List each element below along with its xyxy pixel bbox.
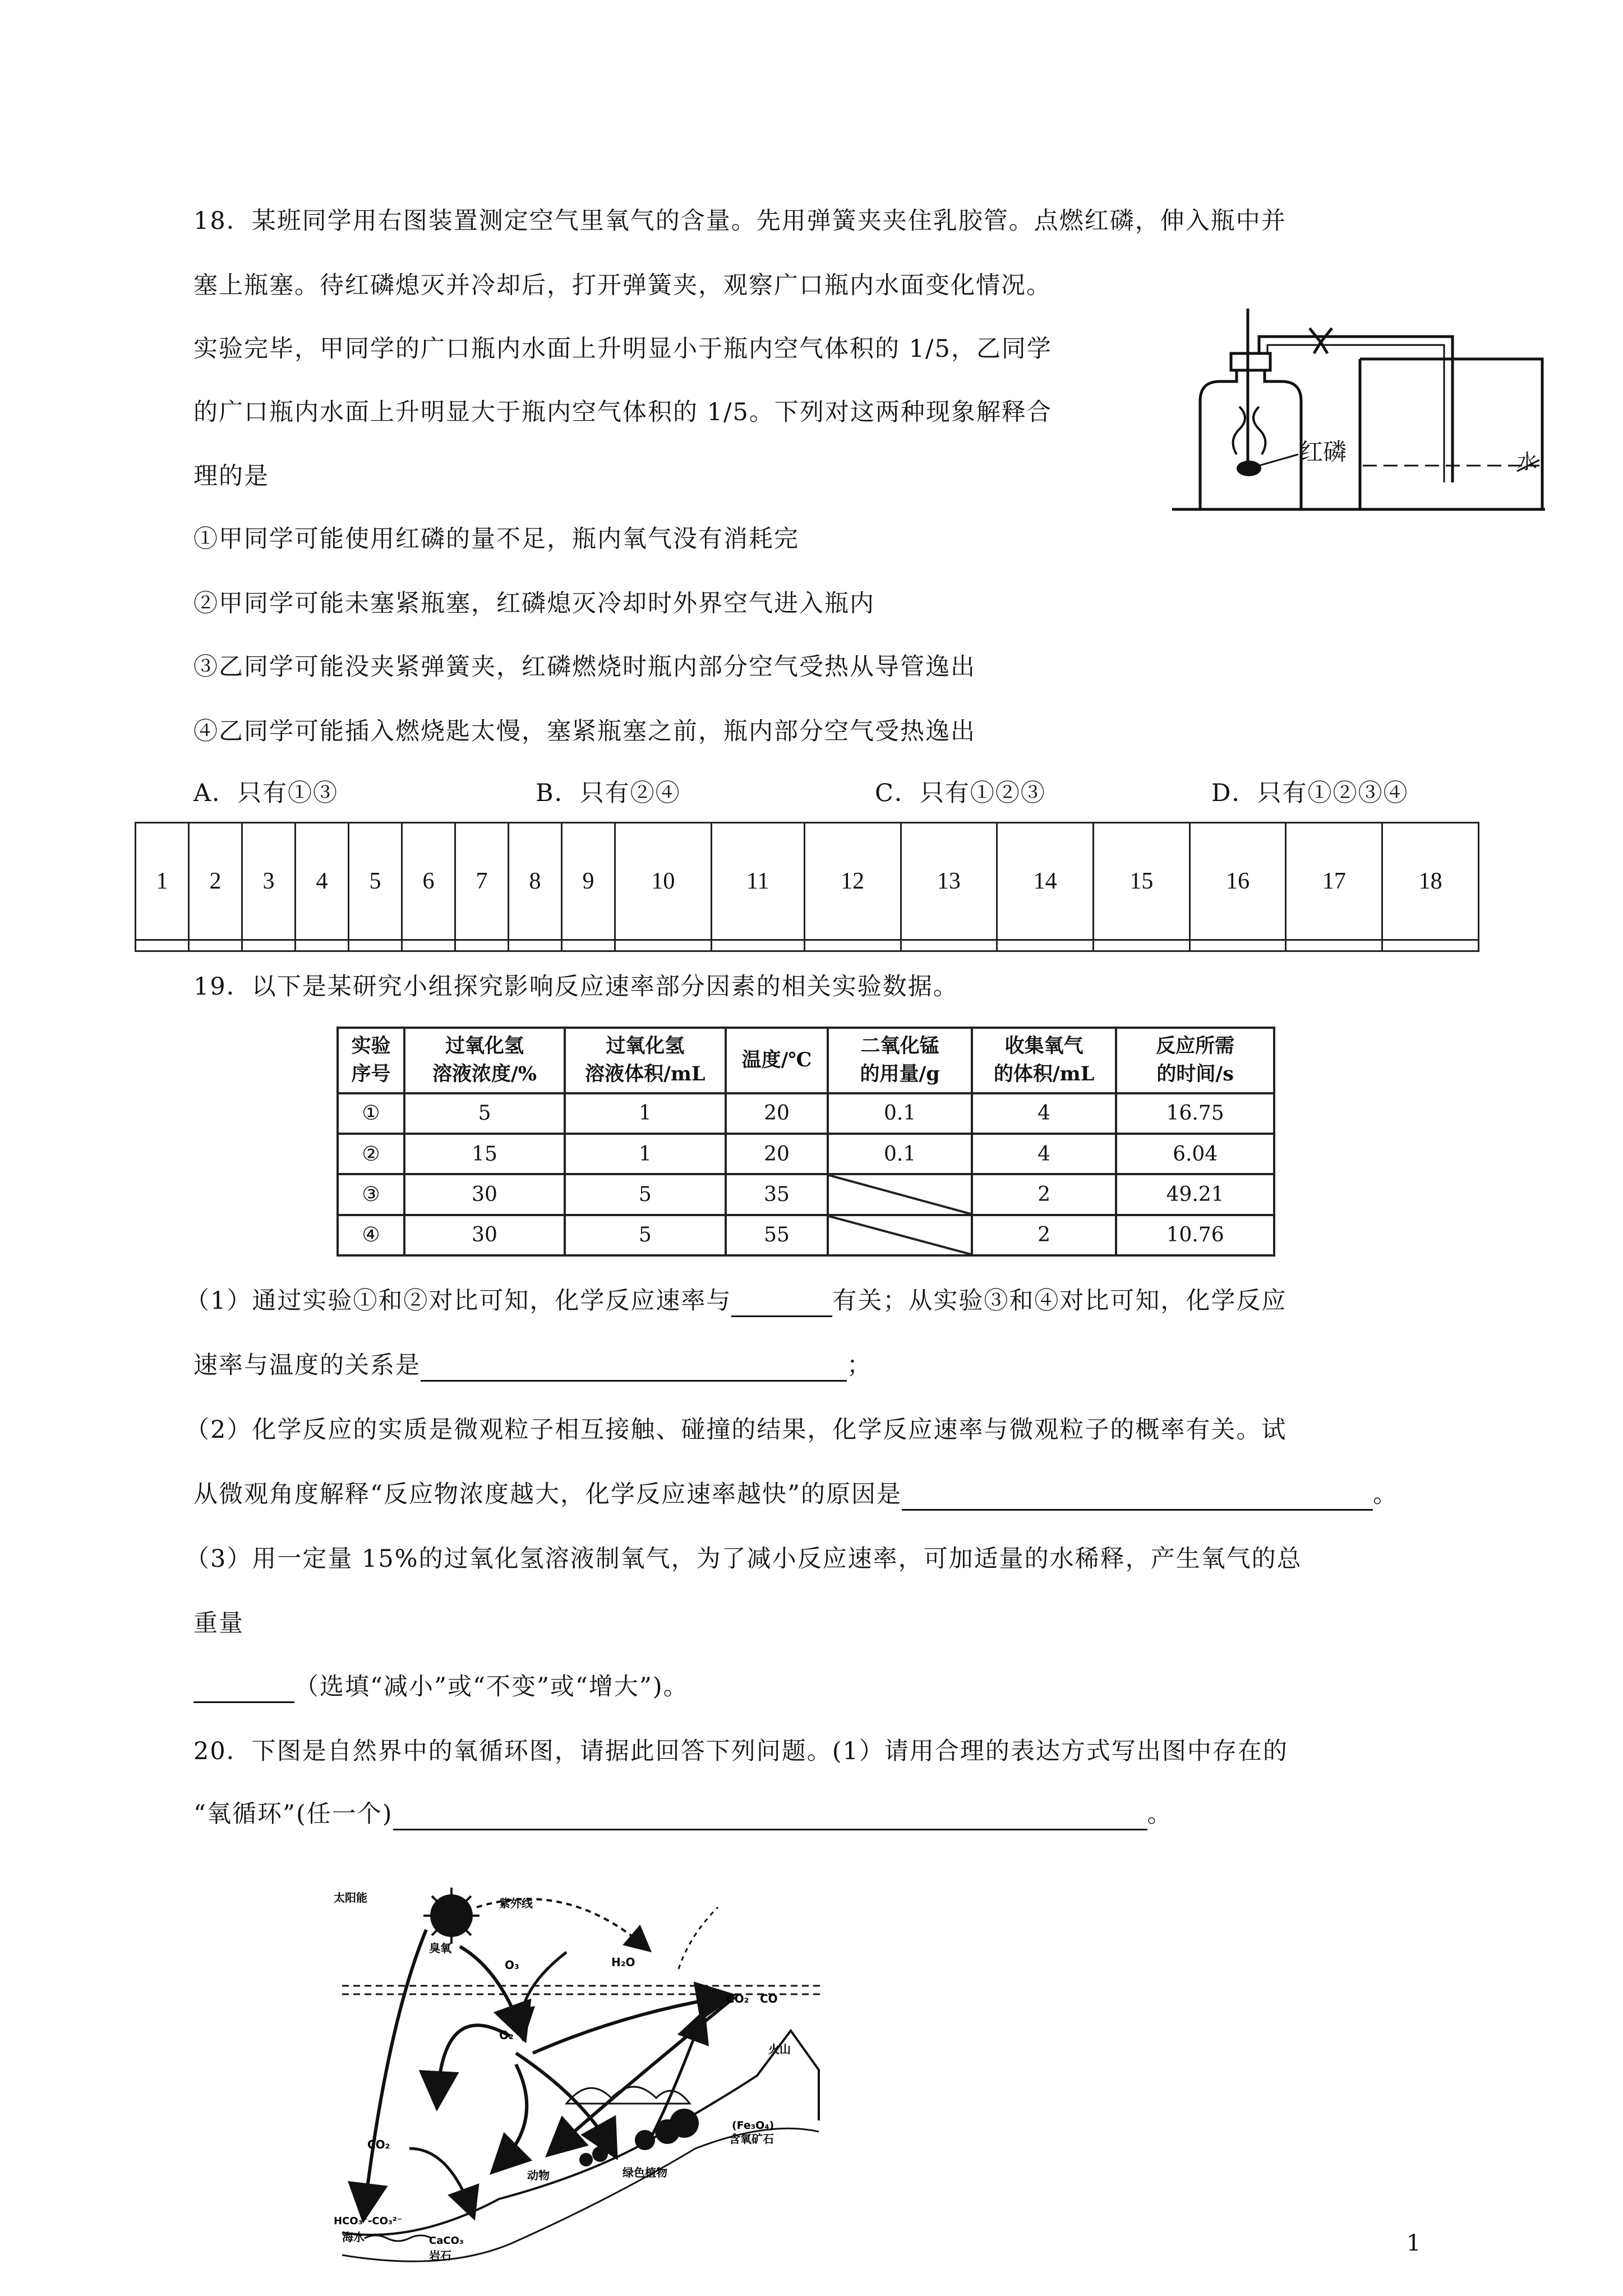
table-cell: 4 [972, 1134, 1116, 1174]
q18-statement-4: ④乙同学可能插入燃烧匙太慢，塞紧瓶塞之前，瓶内部分空气受热逸出 [193, 717, 976, 746]
table-cell: ④ [338, 1215, 404, 1255]
table-header-cell [972, 1028, 1116, 1093]
answer-blank-4[interactable] [193, 1677, 294, 1703]
table-cell: 30 [404, 1174, 565, 1214]
answer-input-cell[interactable] [711, 940, 804, 951]
q19-part1-text-b: 有关；从实验③和④对比可知，化学反应 [832, 1287, 1287, 1315]
answer-input-cell[interactable] [455, 940, 509, 951]
q19-part2-line1: （2）化学反应的实质是微观粒子相互接触、碰撞的结果，化学反应速率与微观粒子的概率有关。试 [185, 1416, 1287, 1444]
table-cell: 15 [404, 1134, 565, 1174]
header-text: 溶液浓度/% [432, 1062, 537, 1086]
table-cell: ① [338, 1093, 404, 1134]
experiment-data-table [336, 1027, 1275, 1257]
answer-input-cell[interactable] [349, 940, 402, 951]
answer-number-cell: 18 [1382, 823, 1479, 940]
table-cell: 49.21 [1116, 1174, 1274, 1214]
q19-part3-line1: （3）用一定量 15%的过氧化氢溶液制氧气，为了减小反应速率，可加适量的水稀释，产生氧气的总 [185, 1545, 1302, 1573]
label-caco3: CaCO₃ [429, 2235, 464, 2247]
q19-part1-text-c: 速率与温度的关系是 [193, 1351, 421, 1379]
header-text: 收集氧气 [1004, 1034, 1083, 1058]
answer-input-cell[interactable] [189, 940, 242, 951]
answer-input-cell[interactable] [615, 940, 712, 951]
label-ozone: 臭氧 [429, 1941, 451, 1955]
q20-line2 [193, 1798, 1173, 1830]
answer-input-cell[interactable] [1189, 940, 1286, 951]
table-cell: 2 [972, 1215, 1116, 1255]
answer-number-cell: 5 [349, 823, 402, 940]
answer-number-cell: 12 [804, 823, 901, 940]
q18-line-2: 塞上瓶塞。待红磷熄灭并冷却后，打开弹簧夹，观察广口瓶内水面变化情况。 [193, 272, 1052, 300]
table-cell: 2 [972, 1174, 1116, 1214]
label-sun: 太阳能 [334, 1891, 367, 1904]
answer-number-cell: 7 [455, 823, 509, 940]
q18-statement-3: ③乙同学可能没夹紧弹簧夹，红磷燃烧时瓶内部分空气受热从导管逸出 [193, 653, 976, 681]
q19-part2-text-c: 。 [1372, 1480, 1398, 1508]
label-plant: 绿色植物 [623, 2166, 667, 2179]
table-cell: 1 [565, 1093, 726, 1134]
q20-line2-text: “氧循环”(任一个) [193, 1800, 393, 1828]
answer-input-cell[interactable] [296, 940, 349, 951]
answer-input-cell[interactable] [1094, 940, 1190, 951]
label-co2-top: CO₂ [726, 1992, 749, 2005]
header-text: 实验 [351, 1034, 391, 1058]
answer-number-cell: 2 [189, 823, 242, 940]
header-text: 的体积/mL [993, 1062, 1095, 1086]
answer-number-cell: 17 [1286, 823, 1382, 940]
table-cell: 5 [565, 1215, 726, 1255]
label-o3: O₃ [505, 1958, 519, 1972]
answer-input-cell[interactable] [402, 940, 455, 951]
answer-number-cell: 14 [997, 823, 1094, 940]
page-number: 1 [1407, 2230, 1422, 2256]
answer-input-cell[interactable] [242, 940, 296, 951]
oxygen-cycle-figure [331, 1885, 836, 2277]
q19-part3-line3 [193, 1671, 689, 1703]
table-header-cell [565, 1028, 726, 1093]
answer-number-cell: 8 [509, 823, 562, 940]
table-header-cell [338, 1028, 404, 1093]
label-hco3: HCO₃⁻-CO₃²⁻ [334, 2215, 403, 2227]
label-co2-left: CO₂ [367, 2138, 390, 2151]
q18-line-1: 18．某班同学用右图装置测定空气里氧气的含量。先用弹簧夹夹住乳胶管。点燃红磷，伸入瓶中并 [193, 207, 1287, 235]
q19-part2-text-b: 从微观角度解释“反应物浓度越大，化学反应速率越快”的原因是 [193, 1480, 902, 1508]
q18-option-d: D．只有①②③④ [1211, 779, 1409, 807]
label-h2o: H₂O [611, 1955, 635, 1969]
table-header-row [338, 1028, 1274, 1093]
q18-line-5: 理的是 [193, 462, 269, 490]
table-cell: 1 [565, 1134, 726, 1174]
q18-statement-2: ②甲同学可能未塞紧瓶塞，红磷熄灭冷却时外界空气进入瓶内 [193, 590, 875, 618]
q18-line-3: 实验完毕，甲同学的广口瓶内水面上升明显小于瓶内空气体积的 1/5，乙同学 [193, 335, 1052, 363]
answer-number-cell: 13 [901, 823, 997, 940]
answer-table [135, 822, 1479, 952]
header-text: 序号 [351, 1062, 391, 1086]
answer-input-cell[interactable] [562, 940, 615, 951]
table-cell [828, 1215, 972, 1255]
header-text: 过氧化氢 [445, 1034, 524, 1058]
q18-statement-1: ①甲同学可能使用红磷的量不足，瓶内氧气没有消耗完 [193, 525, 799, 553]
table-cell: 6.04 [1116, 1134, 1274, 1174]
table-header-cell [404, 1028, 565, 1093]
header-text: 温度/℃ [741, 1048, 812, 1072]
q19-part1-text-d: ； [847, 1351, 872, 1379]
table-cell: 10.76 [1116, 1215, 1274, 1255]
answer-number-cell: 6 [402, 823, 455, 940]
answer-input-cell[interactable] [804, 940, 901, 951]
label-volcano: 火山 [768, 2042, 791, 2056]
header-text: 的时间/s [1156, 1062, 1234, 1086]
header-text: 的用量/g [860, 1062, 940, 1086]
table-cell: 0.1 [828, 1134, 972, 1174]
q18-line-4: 的广口瓶内水面上升明显大于瓶内空气体积的 1/5。下列对这两种现象解释合 [193, 398, 1052, 426]
table-cell: 5 [565, 1174, 726, 1214]
label-ore: 含氧矿石 [729, 2132, 774, 2146]
label-uv: 紫外线 [499, 1897, 533, 1910]
q18-option-c: C．只有①②③ [875, 779, 1046, 807]
table-cell: 20 [726, 1093, 828, 1134]
answer-input-cell[interactable] [997, 940, 1094, 951]
header-text: 二氧化锰 [860, 1034, 939, 1058]
answer-number-cell: 16 [1189, 823, 1286, 940]
header-text: 溶液体积/mL [585, 1062, 706, 1086]
table-cell: ③ [338, 1174, 404, 1214]
table-header-cell [828, 1028, 972, 1093]
table-cell: 55 [726, 1215, 828, 1255]
q19-part3-line2: 重量 [193, 1609, 244, 1637]
table-header-cell [1116, 1028, 1274, 1093]
answer-input-cell[interactable] [901, 940, 997, 951]
q19-part1-line1 [185, 1285, 1287, 1317]
apparatus-figure [1169, 297, 1551, 516]
table-cell [828, 1174, 972, 1214]
table-cell: 30 [404, 1215, 565, 1255]
answer-number-row [136, 823, 1479, 940]
table-cell: 4 [972, 1093, 1116, 1134]
header-text: 反应所需 [1156, 1034, 1235, 1058]
label-phosphorus: 红磷 [1299, 438, 1347, 466]
label-fe3o4: (Fe₃O₄) [732, 2119, 774, 2132]
table-row [338, 1215, 1274, 1255]
q19-part2-line2 [193, 1478, 1398, 1511]
answer-blank-2[interactable] [421, 1355, 847, 1382]
table-cell: 35 [726, 1174, 828, 1214]
answer-number-cell: 1 [136, 823, 189, 940]
q19-part1-line2 [193, 1349, 872, 1382]
header-text: 过氧化氢 [606, 1034, 685, 1058]
answer-blank-3[interactable] [902, 1484, 1373, 1511]
table-cell: ② [338, 1134, 404, 1174]
table-cell: 0.1 [828, 1093, 972, 1134]
table-row [338, 1174, 1274, 1214]
table-row [338, 1093, 1274, 1134]
answer-number-cell: 4 [296, 823, 349, 940]
answer-blank-row[interactable] [136, 940, 1479, 951]
label-rock: 岩石 [429, 2249, 451, 2262]
table-cell: 5 [404, 1093, 565, 1134]
label-animal: 动物 [527, 2169, 550, 2182]
q20-line2-end: 。 [1147, 1800, 1173, 1828]
q20-line1: 20．下图是自然界中的氧循环图，请据此回答下列问题。(1）请用合理的表达方式写出图中存在的 [193, 1737, 1288, 1765]
answer-input-cell[interactable] [509, 940, 562, 951]
answer-number-cell: 11 [711, 823, 804, 940]
answer-blank-1[interactable] [731, 1291, 832, 1317]
answer-number-cell: 15 [1094, 823, 1190, 940]
answer-input-cell[interactable] [1286, 940, 1382, 951]
q18-option-a: A．只有①③ [193, 779, 339, 807]
answer-input-cell[interactable] [1382, 940, 1479, 951]
q19-part1-text-a: （1）通过实验①和②对比可知，化学反应速率与 [185, 1287, 732, 1315]
label-o2: O₂ [499, 2028, 514, 2042]
label-seawater: 海水 [342, 2230, 365, 2244]
label-co: CO [760, 1992, 778, 2005]
label-water: 水 [1517, 450, 1538, 473]
answer-number-cell: 3 [242, 823, 296, 940]
q19-part3-text-c: （选填“减小”或“不变”或“增大”)。 [294, 1673, 689, 1701]
table-row [338, 1134, 1274, 1174]
q19-intro: 19．以下是某研究小组探究影响反应速率部分因素的相关实验数据。 [193, 973, 958, 1001]
table-cell: 16.75 [1116, 1093, 1274, 1134]
answer-input-cell[interactable] [136, 940, 189, 951]
q18-option-b: B．只有②④ [536, 779, 681, 807]
answer-number-cell: 10 [615, 823, 712, 940]
answer-number-cell: 9 [562, 823, 615, 940]
table-cell: 20 [726, 1134, 828, 1174]
answer-blank-5[interactable] [393, 1804, 1147, 1830]
table-header-cell [726, 1028, 828, 1093]
